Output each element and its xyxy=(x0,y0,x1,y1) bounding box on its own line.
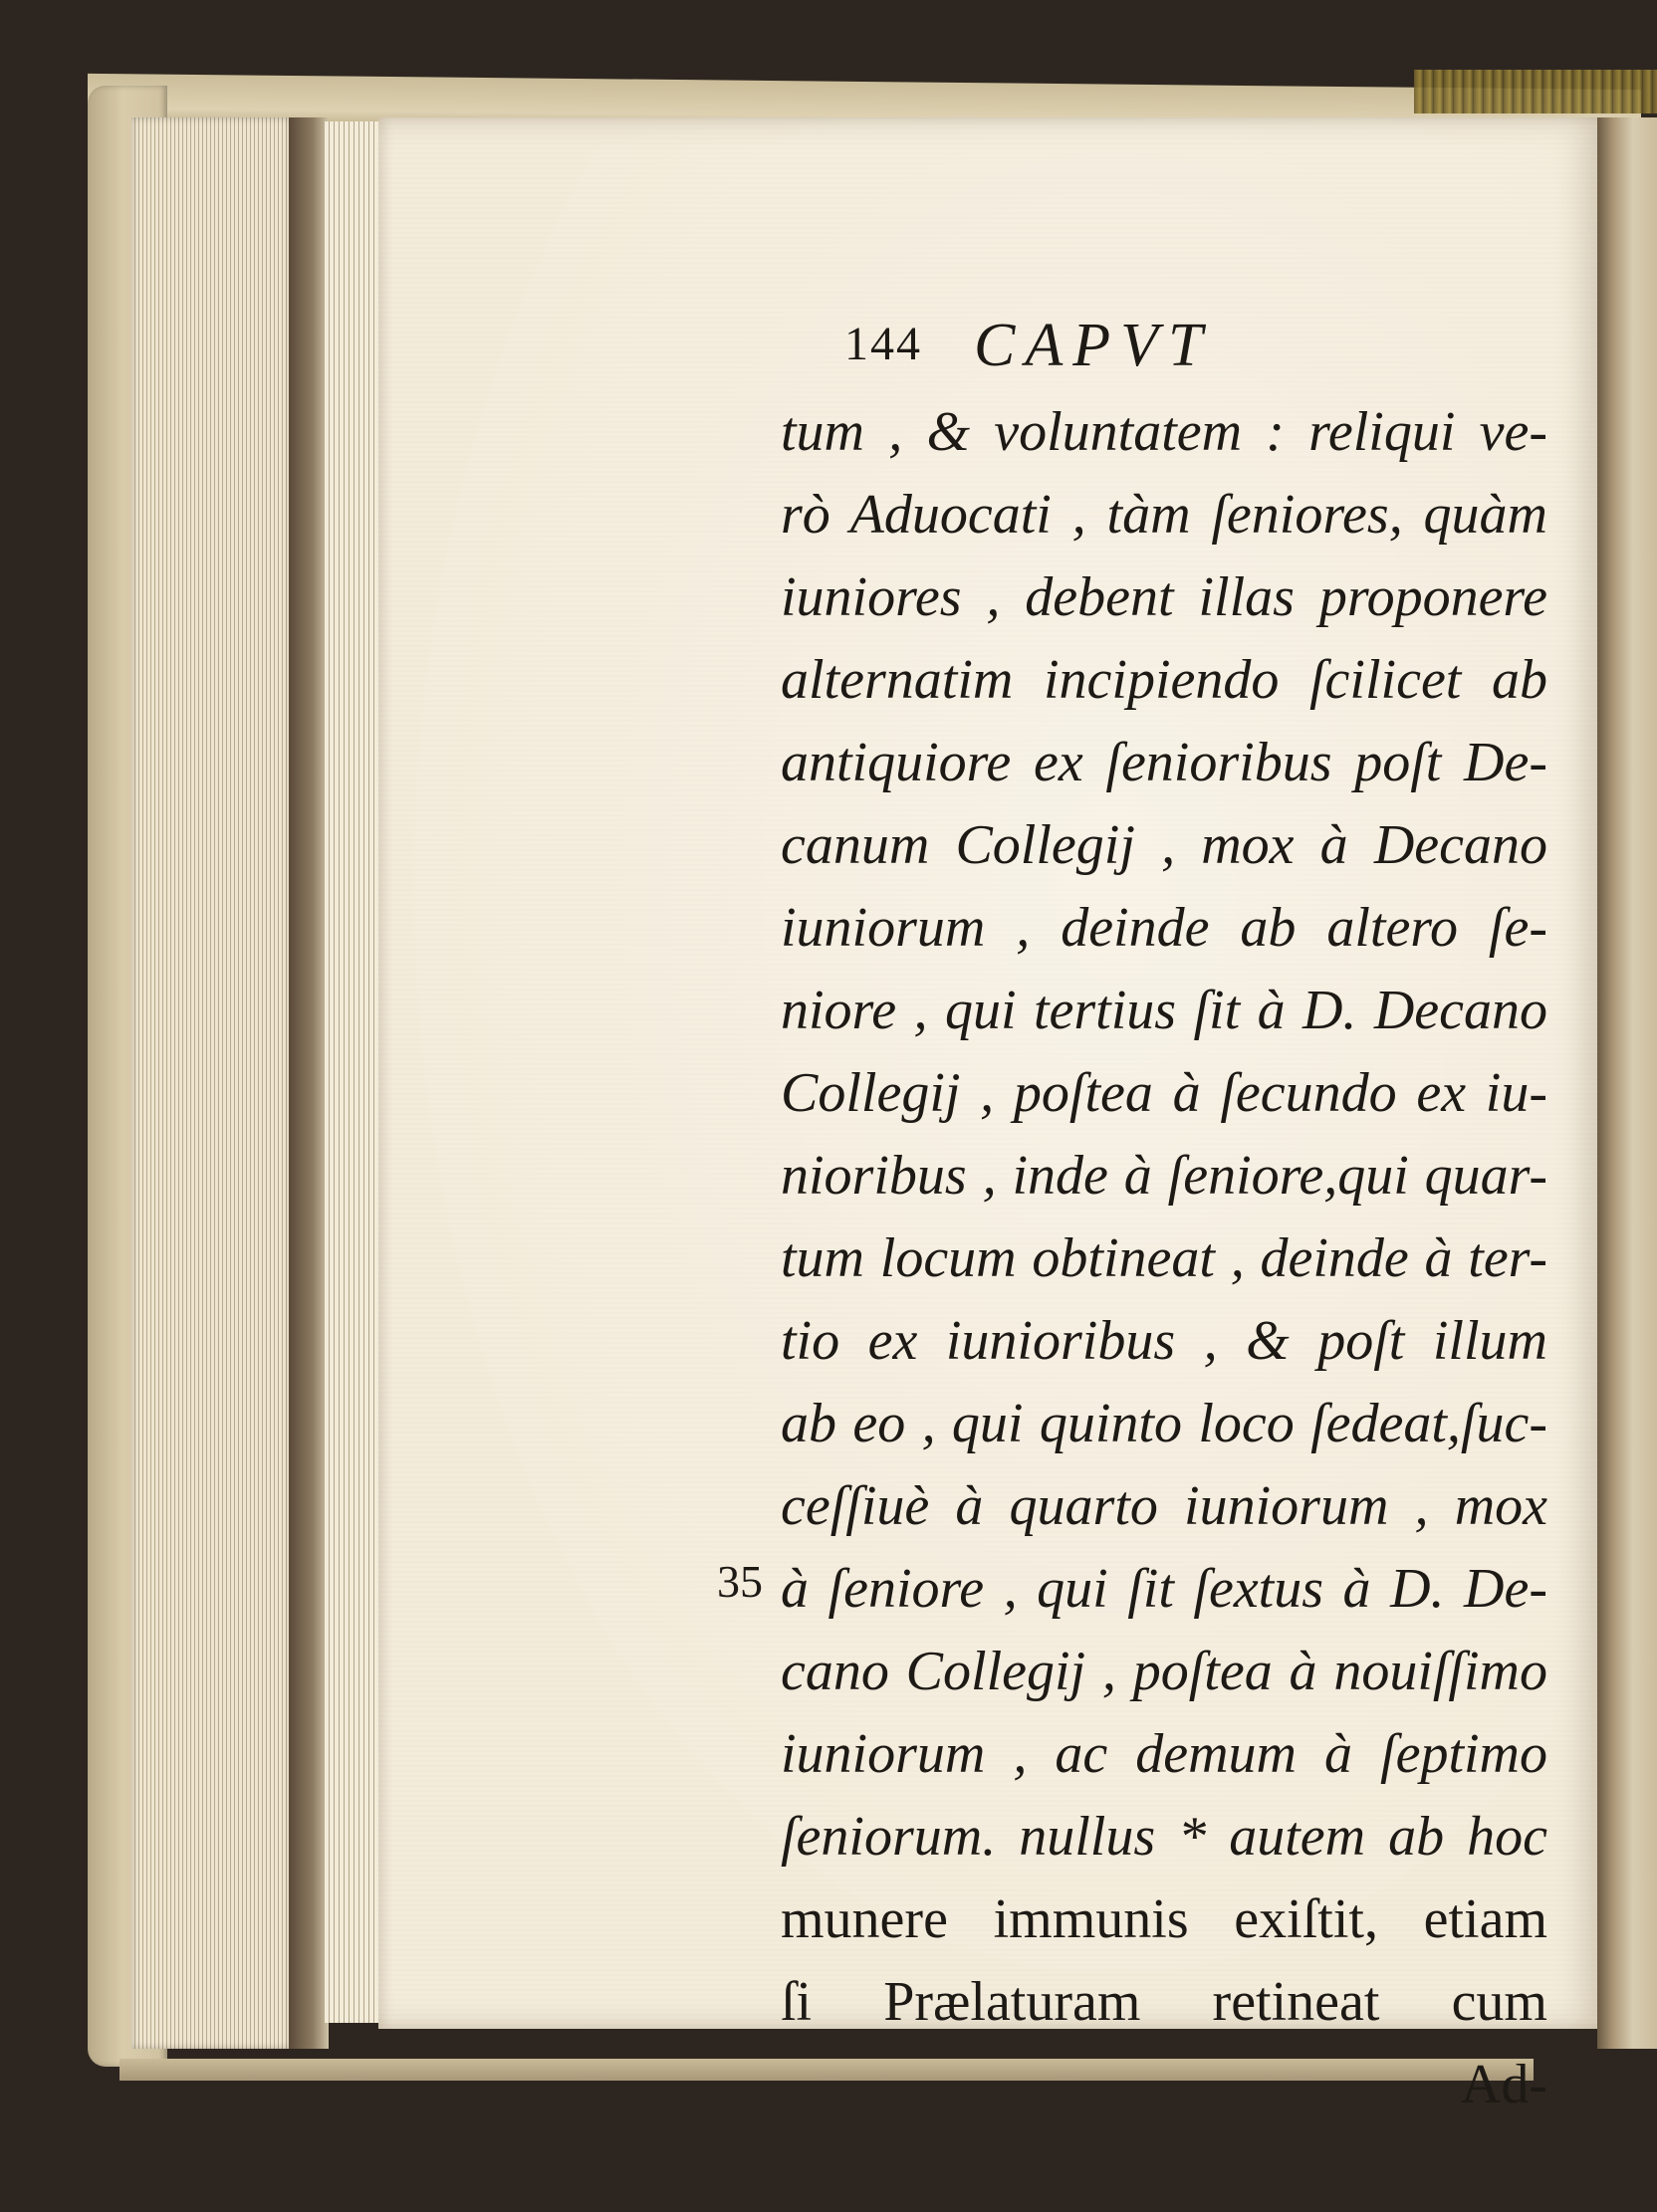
text-line: iuniorum , deinde ab altero ſe- xyxy=(781,897,1547,959)
page-header xyxy=(844,312,1541,386)
text-line: alternatim incipiendo ſcilicet ab xyxy=(781,649,1547,711)
running-head: CAPVT xyxy=(974,312,1213,379)
text-line: iuniores , debent illas proponere xyxy=(781,566,1547,628)
page-edges-inner xyxy=(325,121,380,2023)
text-line: niore , qui tertius ſit à D. Decano xyxy=(781,980,1547,1041)
text-line: tio ex iunioribus , & poſt illum xyxy=(781,1310,1547,1372)
facing-page-edge xyxy=(1597,117,1657,2049)
text-line: ab eo , qui quinto loco ſedeat,ſuc- xyxy=(781,1393,1547,1454)
gutter-shadow xyxy=(289,117,329,2049)
body-text xyxy=(781,391,1547,2126)
text-line: Collegij , poſtea à ſecundo ex iu- xyxy=(781,1062,1547,1124)
text-line: nioribus , inde à ſeniore,qui quar- xyxy=(781,1145,1547,1207)
text-line: rò Aduocati , tàm ſeniores, quàm xyxy=(781,484,1547,546)
text-line: ſeniorum. nullus * autem ab hoc xyxy=(781,1806,1547,1868)
catchword: Ad- xyxy=(1460,2054,1547,2115)
gilt-edge xyxy=(1414,70,1657,113)
text-line: cano Collegij , poſtea à nouiſſimo xyxy=(781,1641,1547,1702)
text-line: antiquiore ex ſenioribus poſt De- xyxy=(781,732,1547,793)
text-line: ceſſiuè à quarto iuniorum , mox xyxy=(781,1475,1547,1537)
text-line: ſi Prælaturam retineat cum xyxy=(781,1971,1547,2033)
text-line: à ſeniore , qui ſit ſextus à D. De- xyxy=(781,1558,1547,1620)
text-line: tum locum obtineat , deinde à ter- xyxy=(781,1227,1547,1289)
text-line: iuniorum , ac demum à ſeptimo xyxy=(781,1723,1547,1785)
text-line: tum , & voluntatem : reliqui ve- xyxy=(781,401,1547,463)
page-number: 144 xyxy=(844,318,922,370)
page-edges-left xyxy=(131,117,291,2049)
text-line: canum Collegij , mox à Decano xyxy=(781,814,1547,876)
text-line: munere immunis exiſtit, etiam xyxy=(781,1888,1547,1950)
margin-note: 35 xyxy=(717,1556,763,1607)
